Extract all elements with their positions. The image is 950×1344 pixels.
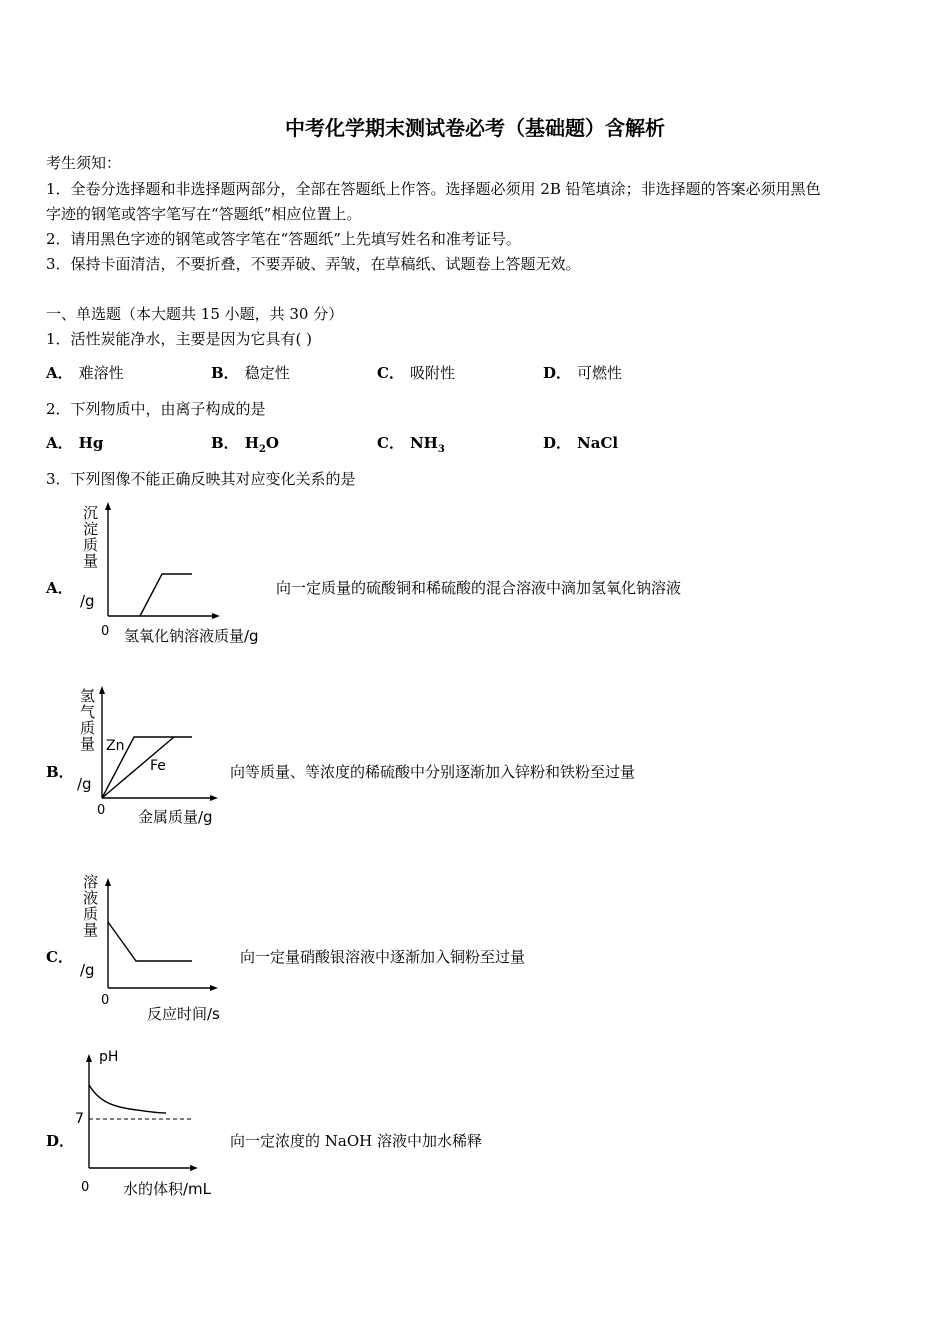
q3-stem: 3．下列图像不能正确反映其对应变化关系的是 [46,470,356,488]
q3-option-b-key[interactable]: B． [46,763,74,781]
q1-option-b[interactable] [211,362,290,383]
q3-option-a-key[interactable]: A． [46,579,73,597]
q2-option-c[interactable] [377,432,445,455]
notice-line-1a: 1．全卷分选择题和非选择题两部分，全部在答题纸上作答。选择题必须用 2B 铅笔填涂；非选择题的答案必须用黑色 [46,180,821,198]
option-key: B． [211,364,239,382]
q2-option-b[interactable] [211,432,279,455]
q2-option-a[interactable] [46,432,103,453]
option-key: C． [377,434,404,452]
option-key: A． [46,364,73,382]
origin-label: 0 [81,1180,90,1195]
origin-label: 0 [97,803,106,818]
q1-option-a[interactable] [46,362,124,383]
q3-option-d-desc: 向一定浓度的 NaOH 溶液中加水稀释 [230,1132,482,1150]
q3-option-d-key[interactable]: D． [46,1132,75,1150]
series-label-fe: Fe [150,758,166,774]
formula-text: $H_2O$ [244,434,279,455]
q3-option-a-desc: 向一定质量的硫酸铜和稀硫酸的混合溶液中滴加氢氧化钠溶液 [276,579,682,597]
y-axis-unit: /g [80,592,95,610]
graph-d [80,1050,205,1179]
option-key: C． [377,364,404,382]
option-text: 吸附性 [409,364,455,382]
x-axis-arrow [190,1165,198,1171]
option-key: D． [543,364,572,382]
graph-c [100,870,225,999]
formula-text: NaCl [577,434,619,452]
x-axis-label: 水的体积/mL [123,1180,212,1198]
y-axis-unit: /g [77,775,92,793]
y-axis-arrow [105,878,111,886]
y-axis-label: 溶液质量 [81,874,99,938]
notice-line-3: 3．保持卡面清洁，不要折叠，不要弄破、弄皱，在草稿纸、试题卷上答题无效。 [46,255,581,273]
notice-heading: 考生须知： [46,154,122,172]
option-text: 可燃性 [577,364,623,382]
option-text: 稳定性 [244,364,290,382]
x-axis-label: 反应时间/s [147,1005,220,1023]
q2-option-d[interactable] [543,432,618,453]
q3-option-c-key[interactable]: C． [46,948,73,966]
y-axis-unit: /g [80,961,95,979]
q1-option-c[interactable] [377,362,455,383]
x-axis-arrow [212,613,220,619]
y-axis-label: 沉淀质量 [81,505,99,569]
y-axis-arrow [99,686,105,694]
q3-option-b-desc: 向等质量、等浓度的稀硫酸中分别逐渐加入锌粉和铁粉至过量 [230,763,636,781]
formula-text: $NH_3$ [409,434,445,455]
option-key: D． [543,434,572,452]
x-axis-label: 氢氧化钠溶液质量/g [124,627,259,645]
origin-label: 0 [101,624,110,639]
section-heading: 一、单选题（本大题共 15 小题，共 30 分） [46,305,344,323]
y-axis-label: pH [99,1049,119,1065]
y-axis-arrow [105,502,111,510]
q3-option-c-desc: 向一定量硝酸银溶液中逐渐加入铜粉至过量 [240,948,526,966]
option-text: 难溶性 [78,364,124,382]
origin-label: 0 [101,993,110,1008]
q2-stem: 2．下列物质中，由离子构成的是 [46,400,266,418]
formula-text: Hg [78,434,104,452]
option-key: B． [211,434,239,452]
q1-option-d[interactable] [543,362,622,383]
x-axis-arrow [210,985,218,991]
y-axis-arrow [86,1054,92,1062]
x-axis-label: 金属质量/g [138,808,213,826]
y-axis-label: 氢气质量 [78,688,96,752]
option-key: A． [46,434,73,452]
x-axis-arrow [210,795,218,801]
notice-line-1b: 字迹的钢笔或答字笔写在“答题纸”相应位置上。 [46,205,362,223]
notice-line-2: 2．请用黑色字迹的钢笔或答字笔在“答题纸”上先填写姓名和准考证号。 [46,230,521,248]
curve-solution-mass [108,922,192,961]
page-title: 中考化学期末测试卷必考（基础题）含解析 [285,116,665,140]
q1-stem: 1．活性炭能净水，主要是因为它具有( ) [46,330,313,348]
curve-ph [89,1085,166,1113]
curve-precipitate [140,574,192,616]
graph-a [100,500,225,629]
tick-label-7: 7 [75,1111,84,1127]
series-label-zn: Zn [106,738,125,754]
